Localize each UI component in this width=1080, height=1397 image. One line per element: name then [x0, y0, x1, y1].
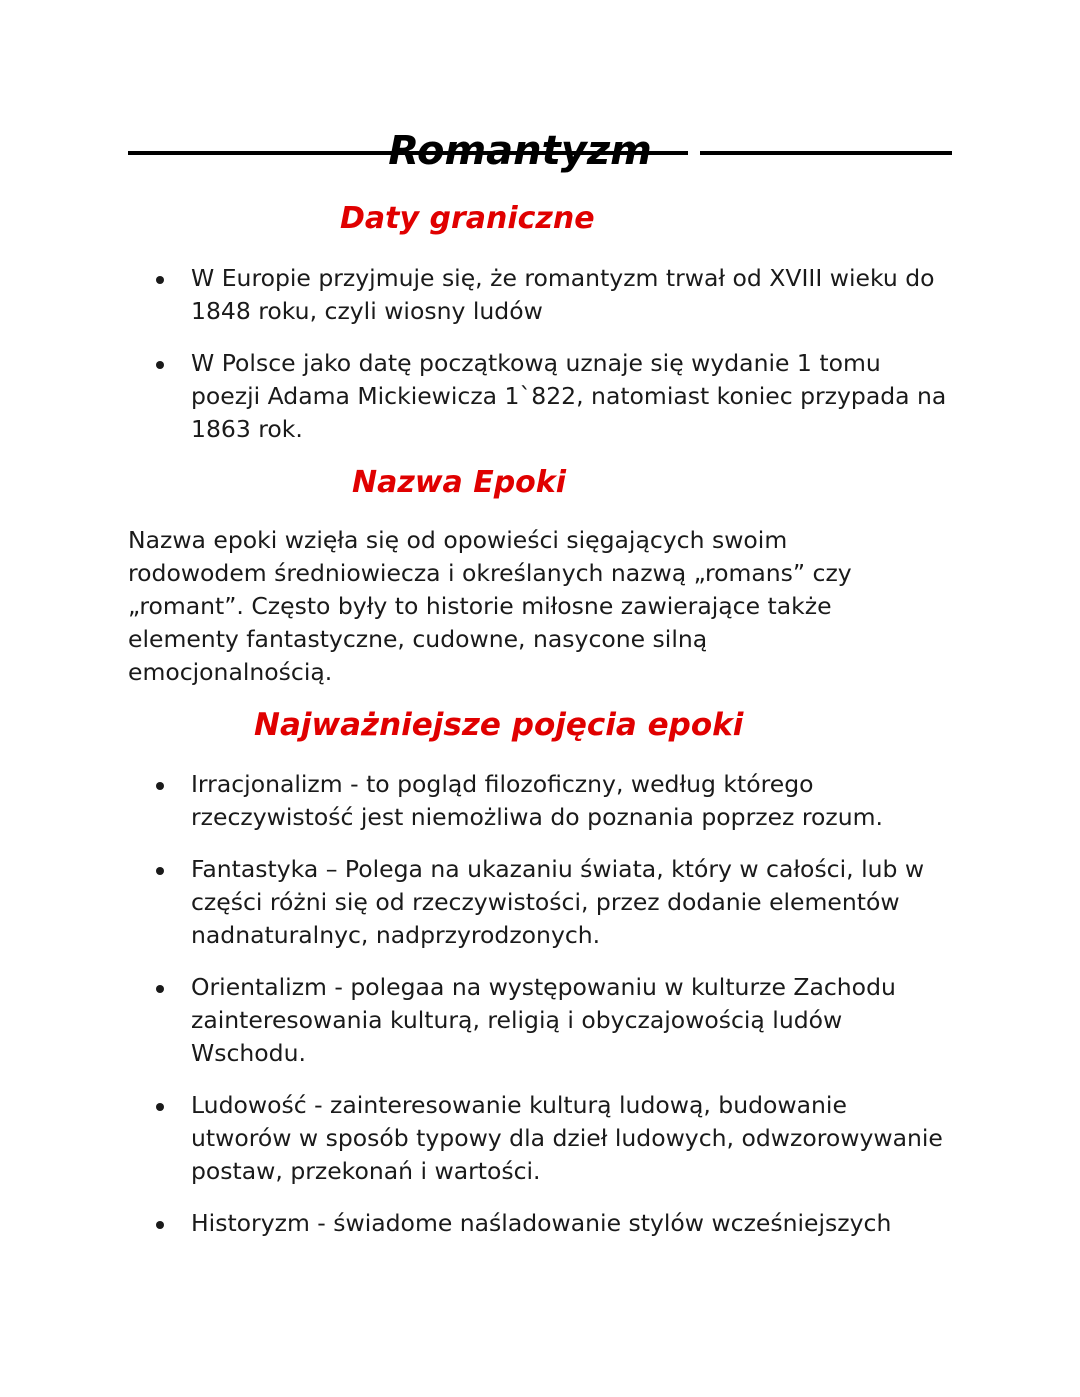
- bullet-icon: [156, 276, 164, 284]
- list-item: [0, 853, 951, 952]
- bullet-icon: [156, 1103, 164, 1111]
- bullet-icon: [156, 867, 164, 875]
- list-item: [0, 262, 951, 328]
- bullet-icon: [156, 782, 164, 790]
- list-item-text: Ludowość - zainteresowanie kulturą ludową, budowanie utworów w sposób typowy dla dzieł ludowych, odwzorowywanie postaw, przekonań i wartości.: [191, 1091, 943, 1185]
- bullet-icon: [156, 361, 164, 369]
- list-item-text: W Europie przyjmuje się, że romantyzm trwał od XVIII wieku do 1848 roku, czyli wiosny ludów: [191, 264, 935, 325]
- title-rule-right: [700, 151, 952, 155]
- list-item: [0, 971, 951, 1070]
- bullet-icon: [156, 985, 164, 993]
- paragraph-nazwa-epoki: Nazwa epoki wzięła się od opowieści sięgających swoim rodowodem średniowiecza i określanych nazwą „romans” czy „romant”. Często były to historie miłosne zawierające także elementy fantastyczne, cudowne, nasycone silną emocjonalnością.: [128, 526, 852, 686]
- list-item: [0, 347, 951, 446]
- list-item-text: Historyzm - świadome naśladowanie stylów wcześniejszych: [191, 1209, 892, 1237]
- list-item-text: W Polsce jako datę początkową uznaje się wydanie 1 tomu poezji Adama Mickiewicza 1`822, natomiast koniec przypada na 1863 rok.: [191, 349, 947, 443]
- heading-najwazniejsze-pojecia: Najważniejsze pojęcia epoki: [254, 707, 744, 743]
- document-title: Romantyzm: [388, 128, 652, 174]
- list-item-text: Fantastyka – Polega na ukazaniu świata, który w całości, lub w części różni się od rzeczywistości, przez dodanie elementów nadnaturalnyc, nadprzyrodzonych.: [191, 855, 925, 949]
- list-item: [0, 768, 951, 834]
- heading-nazwa-epoki: Nazwa Epoki: [352, 465, 567, 500]
- list-item: [0, 1089, 951, 1188]
- heading-daty-graniczne: Daty graniczne: [340, 201, 595, 236]
- list-item: [0, 1207, 951, 1240]
- bullet-icon: [156, 1221, 164, 1229]
- list-najwazniejsze-pojecia: [0, 768, 951, 1259]
- list-item-text: Irracjonalizm - to pogląd filozoficzny, według którego rzeczywistość jest niemożliwa do poznania poprzez rozum.: [191, 770, 883, 831]
- list-daty-graniczne: [0, 262, 951, 465]
- list-item-text: Orientalizm - polegaa na występowaniu w kulturze Zachodu zainteresowania kulturą, religią i obyczajowością ludów Wschodu.: [191, 973, 896, 1067]
